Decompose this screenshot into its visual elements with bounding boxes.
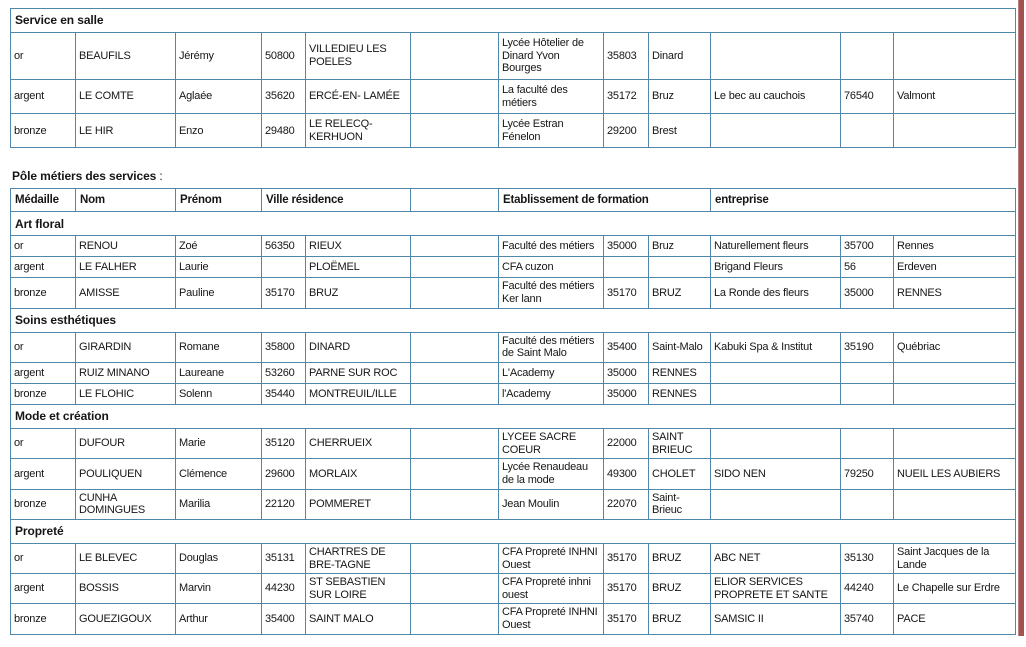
table-cell: BRUZ bbox=[649, 574, 711, 604]
table-cell: Brest bbox=[649, 114, 711, 148]
table-cell: DUFOUR bbox=[76, 429, 176, 459]
table-cell: Romane bbox=[176, 332, 262, 362]
table-cell bbox=[894, 114, 1016, 148]
table-row bbox=[11, 574, 1016, 604]
table-cell: L'Academy bbox=[499, 363, 604, 384]
section-title: Art floral bbox=[11, 212, 1016, 236]
table-cell: Brigand Fleurs bbox=[711, 257, 841, 278]
table-cell: MONTREUIL/ILLE bbox=[306, 384, 411, 405]
table-cell bbox=[411, 257, 499, 278]
table-cell: 79250 bbox=[841, 459, 894, 489]
table-title: Service en salle bbox=[11, 9, 1016, 33]
table-row bbox=[11, 278, 1016, 308]
table-header bbox=[11, 189, 1016, 212]
table-cell: POMMERET bbox=[306, 489, 411, 519]
table-cell: l'Academy bbox=[499, 384, 604, 405]
table-cell: RIEUX bbox=[306, 236, 411, 257]
table-cell: SIDO NEN bbox=[711, 459, 841, 489]
table-cell: or bbox=[11, 33, 76, 80]
table-pole-metiers-services bbox=[10, 188, 1016, 634]
table-cell: Arthur bbox=[176, 604, 262, 634]
table-cell: Bruz bbox=[649, 79, 711, 113]
table-cell: argent bbox=[11, 459, 76, 489]
table-cell: BRUZ bbox=[306, 278, 411, 308]
table-cell: Lycée Estran Fénelon bbox=[499, 114, 604, 148]
table-cell bbox=[894, 489, 1016, 519]
table-cell: 35803 bbox=[604, 33, 649, 80]
table-cell: SAINT BRIEUC bbox=[649, 429, 711, 459]
table-cell: Bruz bbox=[649, 236, 711, 257]
page-margin-line bbox=[1018, 0, 1024, 636]
table-cell: Québriac bbox=[894, 332, 1016, 362]
table-cell: GOUEZIGOUX bbox=[76, 604, 176, 634]
table-cell: 22000 bbox=[604, 429, 649, 459]
table-cell: BRUZ bbox=[649, 604, 711, 634]
table-cell: Faculté des métiers de Saint Malo bbox=[499, 332, 604, 362]
table-cell bbox=[411, 384, 499, 405]
table-cell: RENOU bbox=[76, 236, 176, 257]
table-cell: LE RELECQ-KERHUON bbox=[306, 114, 411, 148]
table-cell bbox=[411, 363, 499, 384]
table-cell: PARNE SUR ROC bbox=[306, 363, 411, 384]
table-cell: CFA Propreté INHNI Ouest bbox=[499, 604, 604, 634]
table-cell: RENNES bbox=[649, 363, 711, 384]
table-cell: 56 bbox=[841, 257, 894, 278]
table-cell: Valmont bbox=[894, 79, 1016, 113]
table-cell: Marie bbox=[176, 429, 262, 459]
table-row bbox=[11, 257, 1016, 278]
table-cell: 35000 bbox=[604, 236, 649, 257]
table-cell: Enzo bbox=[176, 114, 262, 148]
table-cell: La faculté des métiers bbox=[499, 79, 604, 113]
table-cell: LE COMTE bbox=[76, 79, 176, 113]
table-row bbox=[11, 384, 1016, 405]
table-cell: 35000 bbox=[604, 384, 649, 405]
table-cell: 44240 bbox=[841, 574, 894, 604]
table-cell: POULIQUEN bbox=[76, 459, 176, 489]
table-cell: 35170 bbox=[262, 278, 306, 308]
table-cell: Naturellement fleurs bbox=[711, 236, 841, 257]
section-art-floral bbox=[11, 212, 1016, 308]
table-cell bbox=[411, 459, 499, 489]
table-cell: 76540 bbox=[841, 79, 894, 113]
section-title: Soins esthétiques bbox=[11, 308, 1016, 332]
table-cell: 56350 bbox=[262, 236, 306, 257]
table-cell: 29600 bbox=[262, 459, 306, 489]
col-header-medaille: Médaille bbox=[11, 189, 76, 212]
section-proprete bbox=[11, 519, 1016, 634]
table-cell: BOSSIS bbox=[76, 574, 176, 604]
table-cell bbox=[649, 257, 711, 278]
table-cell: or bbox=[11, 236, 76, 257]
table-cell: ABC NET bbox=[711, 543, 841, 573]
table-cell: AMISSE bbox=[76, 278, 176, 308]
table-cell: 35170 bbox=[604, 574, 649, 604]
section-title: Propreté bbox=[11, 519, 1016, 543]
table-cell bbox=[711, 384, 841, 405]
table-cell: SAINT MALO bbox=[306, 604, 411, 634]
table-cell: ST SEBASTIEN SUR LOIRE bbox=[306, 574, 411, 604]
table-row bbox=[11, 114, 1016, 148]
table-cell: Pauline bbox=[176, 278, 262, 308]
table-cell bbox=[411, 574, 499, 604]
table-cell: bronze bbox=[11, 384, 76, 405]
table-cell: Le bec au cauchois bbox=[711, 79, 841, 113]
table-row bbox=[11, 543, 1016, 573]
table-cell: 35000 bbox=[604, 363, 649, 384]
col-header-etablissement: Etablissement de formation bbox=[499, 189, 711, 212]
table-cell bbox=[841, 489, 894, 519]
table-cell bbox=[841, 114, 894, 148]
table-cell: CUNHA DOMINGUES bbox=[76, 489, 176, 519]
table-cell: Aglaée bbox=[176, 79, 262, 113]
table-cell: 35170 bbox=[604, 543, 649, 573]
table-service-en-salle bbox=[10, 8, 1016, 148]
table-cell: Le Chapelle sur Erdre bbox=[894, 574, 1016, 604]
section-caption-colon: : bbox=[156, 169, 163, 184]
table-title-row bbox=[11, 9, 1016, 33]
table-cell: Saint-Malo bbox=[649, 332, 711, 362]
table-cell: Saint Jacques de la Lande bbox=[894, 543, 1016, 573]
table-cell: Laureane bbox=[176, 363, 262, 384]
table-cell: bronze bbox=[11, 114, 76, 148]
col-header-ville-residence: Ville résidence bbox=[262, 189, 411, 212]
table-cell: BEAUFILS bbox=[76, 33, 176, 80]
table-cell: Jérémy bbox=[176, 33, 262, 80]
table-row bbox=[11, 604, 1016, 634]
table-cell bbox=[262, 257, 306, 278]
table-cell: 35172 bbox=[604, 79, 649, 113]
table-cell: Clémence bbox=[176, 459, 262, 489]
table-cell: argent bbox=[11, 257, 76, 278]
table-cell: CFA Propreté INHNI Ouest bbox=[499, 543, 604, 573]
table-cell bbox=[604, 257, 649, 278]
table-cell: PLOËMEL bbox=[306, 257, 411, 278]
table-cell bbox=[711, 429, 841, 459]
col-header-empty bbox=[411, 189, 499, 212]
table-cell: RENNES bbox=[894, 278, 1016, 308]
table-cell bbox=[711, 363, 841, 384]
table-cell: LE FALHER bbox=[76, 257, 176, 278]
table-cell bbox=[411, 429, 499, 459]
table-cell: La Ronde des fleurs bbox=[711, 278, 841, 308]
table-cell: 35440 bbox=[262, 384, 306, 405]
table-row bbox=[11, 363, 1016, 384]
table-cell: 35000 bbox=[841, 278, 894, 308]
table-cell bbox=[411, 604, 499, 634]
table-cell bbox=[841, 384, 894, 405]
table-header-row bbox=[11, 189, 1016, 212]
table-cell: 35170 bbox=[604, 278, 649, 308]
table-cell: Douglas bbox=[176, 543, 262, 573]
col-header-nom: Nom bbox=[76, 189, 176, 212]
table-cell: 35620 bbox=[262, 79, 306, 113]
table-cell: argent bbox=[11, 574, 76, 604]
table-cell: Lycée Hôtelier de Dinard Yvon Bourges bbox=[499, 33, 604, 80]
table-row bbox=[11, 236, 1016, 257]
table-cell: 35131 bbox=[262, 543, 306, 573]
table-cell: LE HIR bbox=[76, 114, 176, 148]
table-cell: SAMSIC II bbox=[711, 604, 841, 634]
table-cell bbox=[894, 33, 1016, 80]
table-cell: bronze bbox=[11, 489, 76, 519]
table-row bbox=[11, 459, 1016, 489]
table-body bbox=[11, 9, 1016, 148]
section-soins-esthetiques bbox=[11, 308, 1016, 404]
table-cell bbox=[411, 489, 499, 519]
table-row bbox=[11, 33, 1016, 80]
section-title-row bbox=[11, 212, 1016, 236]
col-header-entreprise: entreprise bbox=[711, 189, 1016, 212]
section-caption bbox=[12, 169, 1026, 183]
table-cell: 35130 bbox=[841, 543, 894, 573]
table-cell: argent bbox=[11, 79, 76, 113]
table-row bbox=[11, 489, 1016, 519]
table-cell: or bbox=[11, 429, 76, 459]
table-row bbox=[11, 79, 1016, 113]
table-cell bbox=[894, 429, 1016, 459]
table-cell: Zoé bbox=[176, 236, 262, 257]
section-mode-et-creation bbox=[11, 405, 1016, 520]
table-cell: MORLAIX bbox=[306, 459, 411, 489]
table-cell: BRUZ bbox=[649, 278, 711, 308]
table-cell: Erdeven bbox=[894, 257, 1016, 278]
table-cell: CHARTRES DE BRE-TAGNE bbox=[306, 543, 411, 573]
table-cell: RUIZ MINANO bbox=[76, 363, 176, 384]
table-cell: Lycée Renaudeau de la mode bbox=[499, 459, 604, 489]
table-row bbox=[11, 429, 1016, 459]
table-cell: or bbox=[11, 332, 76, 362]
section-title-row bbox=[11, 308, 1016, 332]
table-cell: Jean Moulin bbox=[499, 489, 604, 519]
table-cell: 50800 bbox=[262, 33, 306, 80]
table-cell: Kabuki Spa & Institut bbox=[711, 332, 841, 362]
table-cell: 35120 bbox=[262, 429, 306, 459]
table-cell bbox=[411, 332, 499, 362]
table-cell bbox=[841, 363, 894, 384]
table-cell: CHERRUEIX bbox=[306, 429, 411, 459]
table-cell bbox=[411, 33, 499, 80]
table-cell: 35740 bbox=[841, 604, 894, 634]
table-cell bbox=[411, 278, 499, 308]
table-cell: NUEIL LES AUBIERS bbox=[894, 459, 1016, 489]
table-cell bbox=[894, 384, 1016, 405]
table-cell: Solenn bbox=[176, 384, 262, 405]
table-cell: CHOLET bbox=[649, 459, 711, 489]
table-cell bbox=[411, 543, 499, 573]
table-cell: ERCÉ-EN- LAMÉE bbox=[306, 79, 411, 113]
table-cell: PACE bbox=[894, 604, 1016, 634]
table-cell bbox=[711, 33, 841, 80]
table-cell: ELIOR SERVICES PROPRETE ET SANTE bbox=[711, 574, 841, 604]
table-cell: Dinard bbox=[649, 33, 711, 80]
table-cell: Saint-Brieuc bbox=[649, 489, 711, 519]
table-cell: CFA Propreté inhni ouest bbox=[499, 574, 604, 604]
table-cell: 22070 bbox=[604, 489, 649, 519]
table-cell: 44230 bbox=[262, 574, 306, 604]
table-cell: argent bbox=[11, 363, 76, 384]
table-cell: DINARD bbox=[306, 332, 411, 362]
table-cell: 35170 bbox=[604, 604, 649, 634]
table-cell bbox=[711, 114, 841, 148]
table-cell: 35400 bbox=[604, 332, 649, 362]
table-cell: RENNES bbox=[649, 384, 711, 405]
table-cell: Faculté des métiers bbox=[499, 236, 604, 257]
table-cell bbox=[894, 363, 1016, 384]
table-cell: 35400 bbox=[262, 604, 306, 634]
table-cell: BRUZ bbox=[649, 543, 711, 573]
table-cell: Marilia bbox=[176, 489, 262, 519]
table-cell: bronze bbox=[11, 278, 76, 308]
table-cell: LYCEE SACRE COEUR bbox=[499, 429, 604, 459]
table-cell bbox=[711, 489, 841, 519]
table-cell: 29200 bbox=[604, 114, 649, 148]
table-cell bbox=[841, 33, 894, 80]
table-cell bbox=[411, 236, 499, 257]
table-cell: CFA cuzon bbox=[499, 257, 604, 278]
table-cell: Laurie bbox=[176, 257, 262, 278]
table-cell: bronze bbox=[11, 604, 76, 634]
col-header-prenom: Prénom bbox=[176, 189, 262, 212]
table-cell: 49300 bbox=[604, 459, 649, 489]
table-cell: VILLEDIEU LES POELES bbox=[306, 33, 411, 80]
table-cell: or bbox=[11, 543, 76, 573]
section-title-row bbox=[11, 405, 1016, 429]
table-cell bbox=[841, 429, 894, 459]
section-title: Mode et création bbox=[11, 405, 1016, 429]
table-cell bbox=[411, 114, 499, 148]
table-cell: Faculté des métiers Ker lann bbox=[499, 278, 604, 308]
table-cell: 35800 bbox=[262, 332, 306, 362]
table-cell: 29480 bbox=[262, 114, 306, 148]
table-cell: 35700 bbox=[841, 236, 894, 257]
table-cell: 53260 bbox=[262, 363, 306, 384]
table-cell: Marvin bbox=[176, 574, 262, 604]
table-cell: 22120 bbox=[262, 489, 306, 519]
table-cell bbox=[411, 79, 499, 113]
table-cell: LE BLEVEC bbox=[76, 543, 176, 573]
table-cell: 35190 bbox=[841, 332, 894, 362]
section-caption-text: Pôle métiers des services bbox=[12, 169, 157, 184]
table-cell: GIRARDIN bbox=[76, 332, 176, 362]
table-cell: LE FLOHIC bbox=[76, 384, 176, 405]
table-cell: Rennes bbox=[894, 236, 1016, 257]
section-title-row bbox=[11, 519, 1016, 543]
table-row bbox=[11, 332, 1016, 362]
